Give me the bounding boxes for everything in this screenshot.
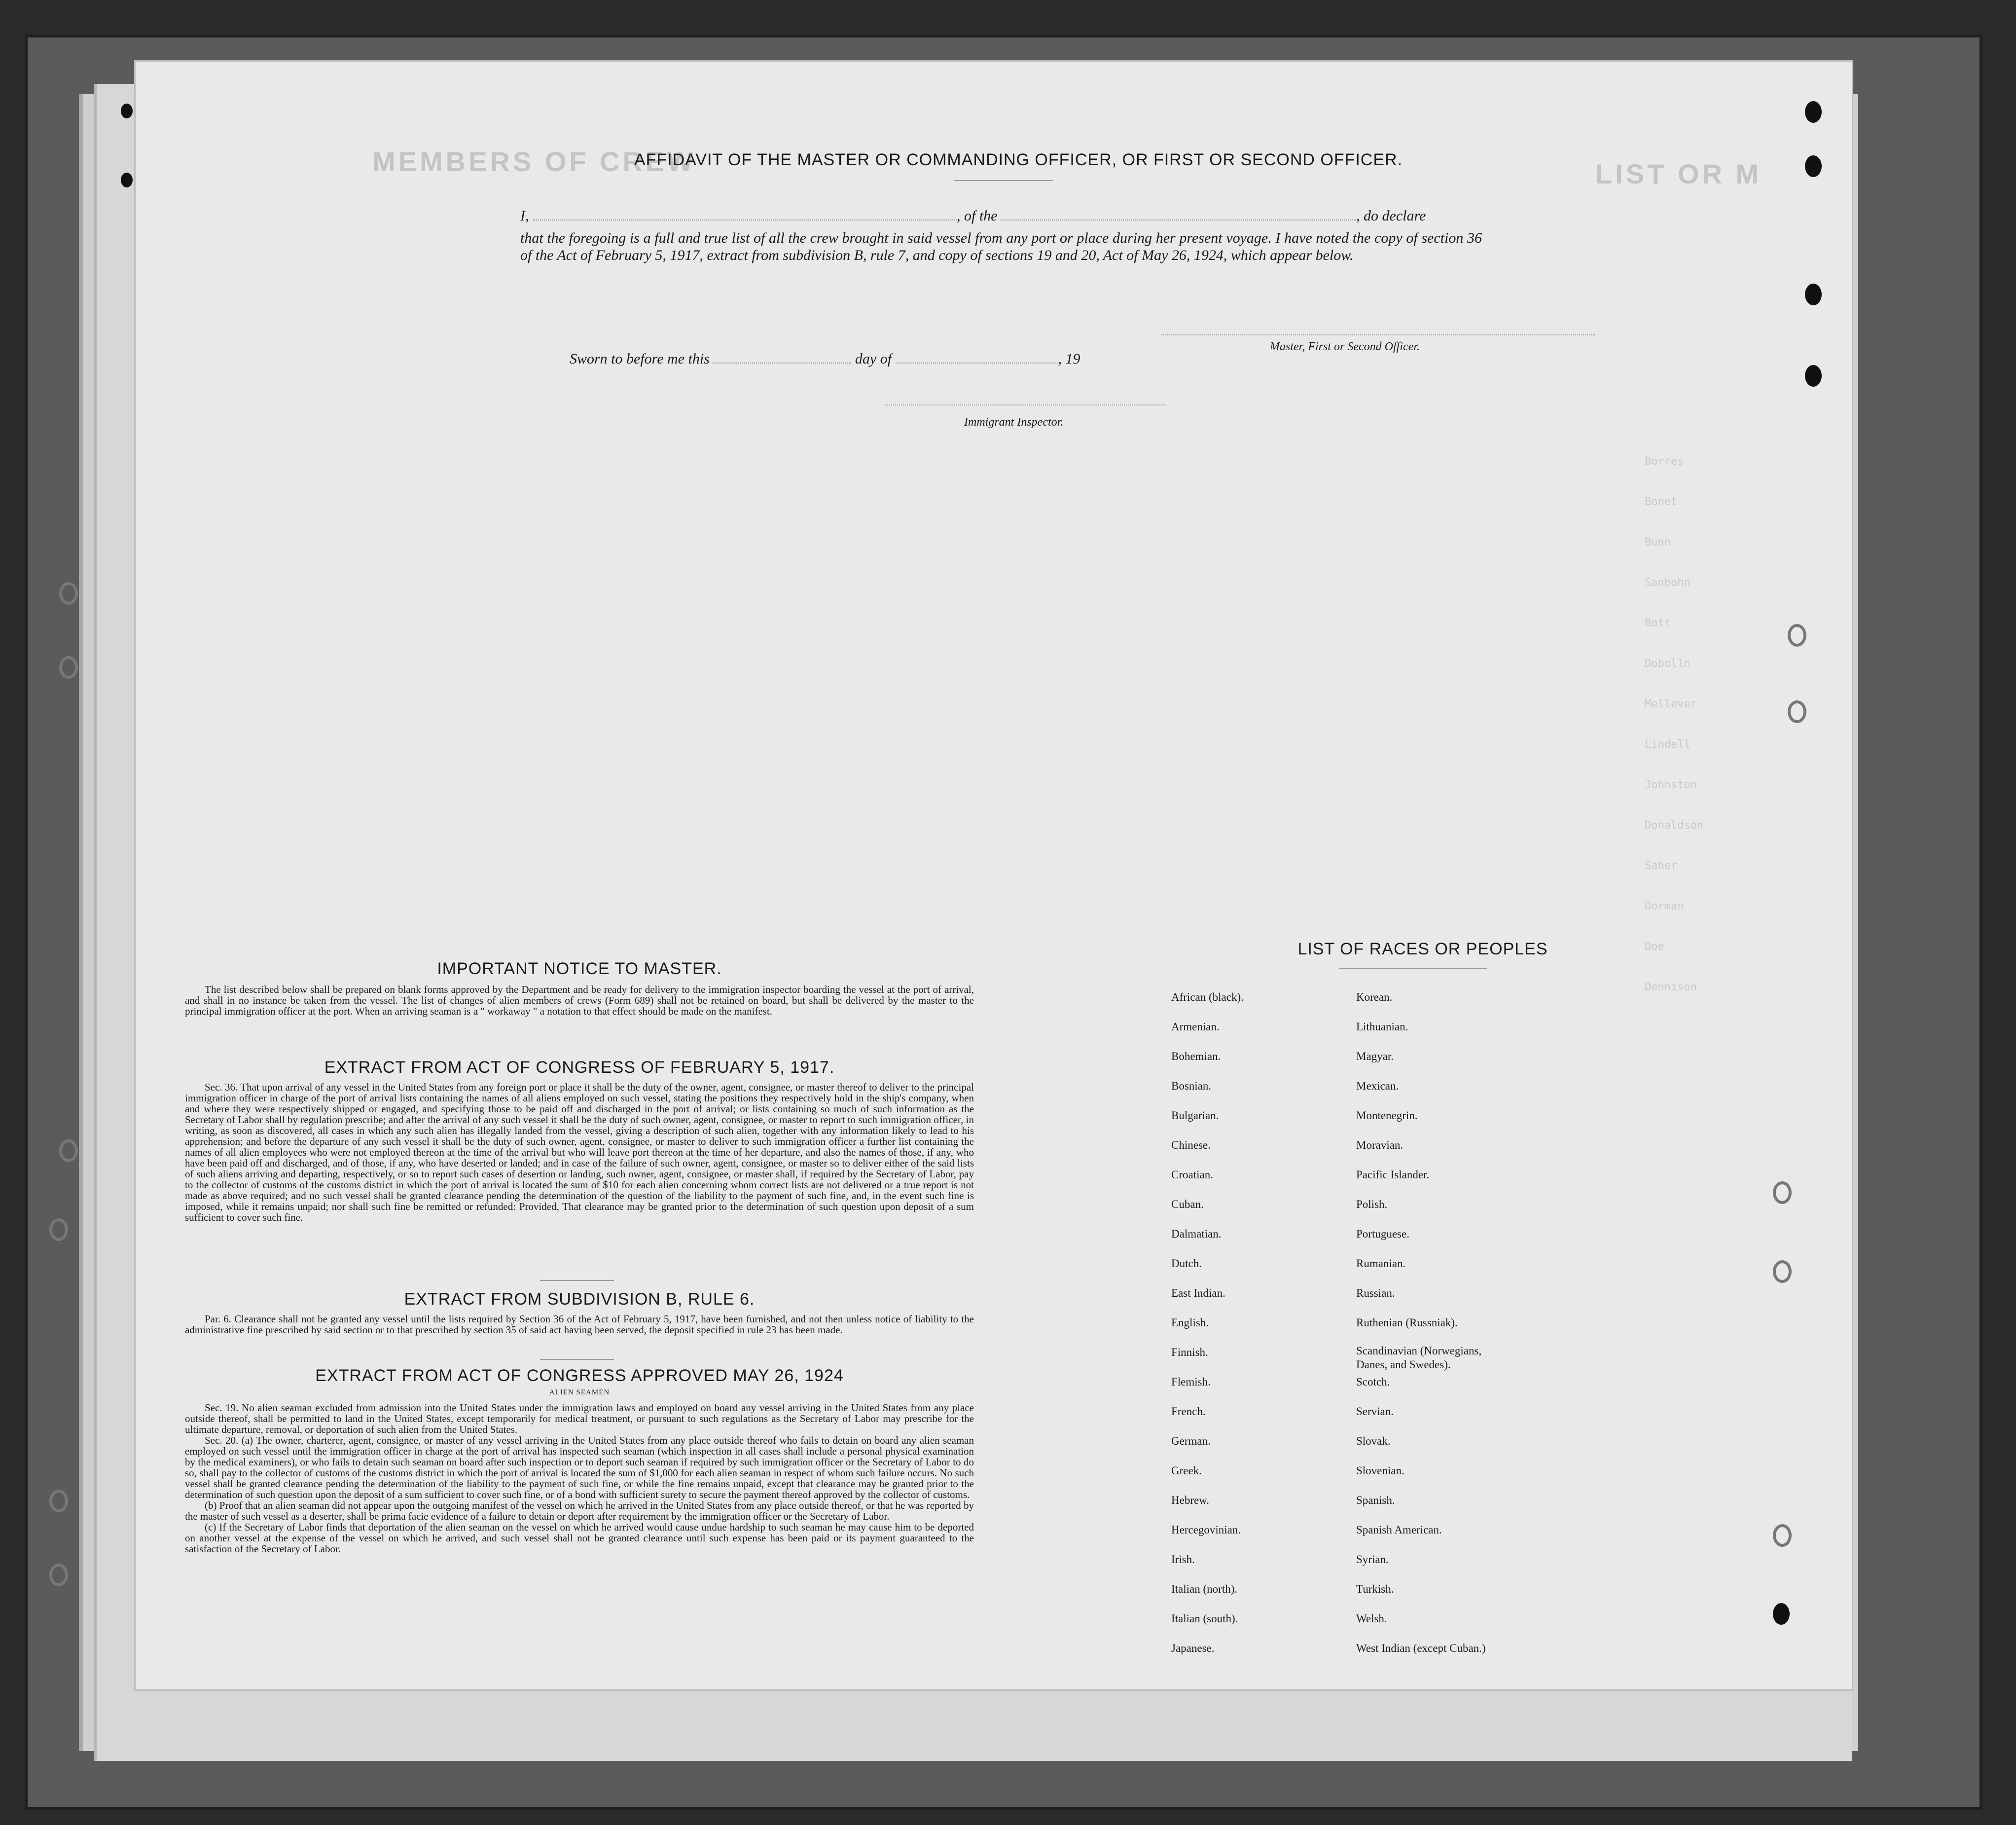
affidavit-declaration-line (520, 208, 1635, 224)
binder-hole-icon (1788, 624, 1806, 647)
race-item: Italian (north). (1171, 1583, 1238, 1595)
race-item: Cuban. (1171, 1198, 1204, 1210)
binder-hole-icon (49, 1218, 68, 1241)
race-item: Montenegrin. (1356, 1109, 1418, 1122)
race-item: Slovenian. (1356, 1464, 1404, 1477)
race-item: Welsh. (1356, 1612, 1387, 1625)
race-item: Hebrew. (1171, 1494, 1210, 1506)
race-item: Bosnian. (1171, 1080, 1212, 1092)
divider (1339, 968, 1487, 969)
race-item: Russian. (1356, 1287, 1395, 1299)
master-name-field (533, 219, 957, 220)
subdivision-b-body: Par. 6. Clearance shall not be granted any vessel until the lists required by Section 36 of the Act of February 5, 1917, have been furnished, and not then unless notice of liability to the administrative fine prescribed by said section or to that prescribed by section 35 of said act having been served, the deposit specified in rule 23 has been made. (185, 1313, 974, 1336)
race-item: Moravian. (1356, 1139, 1404, 1151)
section-20c: (c) If the Secretary of Labor finds that deportation of the alien seaman on the vessel on which he arrived would cause undue hardship to such seaman he may cause him to be deported on another vessel at the expense of the vessel on which he arrived, and such vessel shall not be granted clearance until such expense has been paid or its payment guaranteed to the satisfaction of the Secretary of Labor. (185, 1521, 974, 1555)
divider (954, 180, 1053, 181)
race-item: English. (1171, 1316, 1209, 1329)
binder-hole-icon (1773, 1181, 1792, 1204)
extract-1917-body: Sec. 36. That upon arrival of any vessel in the United States from any foreign port or place it shall be the duty of the owner, agent, consignee, or master thereof to deliver to the principal immigration officer in charge of the port of arrival lists containing the names of all aliens employed on such vessel, stating the positions they respectively hold in the ship's company, when and where they were respectively shipped or engaged, and specifying those to be paid off and discharged in the port of arrival; or lists containing so much of such information as the Secretary of Labor shall by regulation prescribe; and after the arrival of any such vessel it shall be the duty of such owner, agent, consignee, or master to report to such immigration officer, in writing, as soon as discovered, all cases in which any such alien has illegally landed from the vessel, giving a description of such alien, together with any information likely to lead to his apprehension; and before the departure of any such vessel it shall be the duty of such owner, agent, consignee, or master to deliver to such immigration officer a further list containing the names of all alien employees who were not employed thereon at the time of the arrival but who will leave port thereon at the time of her departure, and also the names of those, if any, who have been paid off and discharged, and of those, if any, who have deserted or landed; and in case of the failure of such owner, agent, consignee, or master so to deliver either of the said lists of such aliens arriving and departing, respectively, or so to report such cases of desertion or landing, such owner, agent, consignee, or master shall, if required by the Secretary of Labor, pay to the collector of customs of the customs district in which the port of arrival is located the sum of $10 for each alien concerning whom correct lists are not delivered or a true report is not made as above required; and no such vessel shall be granted clearance pending the determination of the question of the liability to the payment of such fine, and, in the event such fine is imposed, while it remains unpaid; nor shall such fine be remitted or refunded: Provided, That clearance may be granted prior to the determination of such question upon deposit of a sum sufficient to cover such fine. (185, 1081, 974, 1223)
document-page (136, 62, 1852, 1689)
race-item: Finnish. (1171, 1346, 1208, 1358)
race-item: Spanish. (1356, 1494, 1395, 1506)
race-item: French. (1171, 1405, 1206, 1418)
binder-hole-icon (49, 1564, 68, 1586)
race-item: Servian. (1356, 1405, 1394, 1418)
inspector-signature-line (885, 404, 1166, 405)
race-item: Flemish. (1171, 1376, 1211, 1388)
master-signature-line (1161, 334, 1595, 335)
vessel-name-field (1001, 219, 1356, 220)
binder-hole-icon (49, 1490, 68, 1512)
extract-1917-title: EXTRACT FROM ACT OF CONGRESS OF FEBRUARY 5, 1917. (324, 1058, 835, 1077)
punch-hole-icon (1773, 1603, 1790, 1625)
races-title: LIST OF RACES OR PEOPLES (1297, 940, 1548, 958)
affidavit-of-the: , of the (957, 208, 998, 224)
race-item: Italian (south). (1171, 1612, 1238, 1625)
race-item: Scandinavian (Norwegians, Danes, and Swedes). (1356, 1345, 1482, 1371)
divider (540, 1280, 614, 1281)
race-item: Syrian. (1356, 1553, 1389, 1566)
race-item: Mexican. (1356, 1080, 1399, 1092)
race-item: Portuguese. (1356, 1228, 1409, 1240)
race-item: Polish. (1356, 1198, 1388, 1210)
section-20a: Sec. 20. (a) The owner, charterer, agent, consignee, or master of any vessel arriving in the United States from any place outside thereof who fails to detain on board any alien seaman employed on such vessel until the immigration officer in charge at the port of arrival has inspected such seaman (which inspection in all cases shall include a personal physical examination by the medical examiners), or who fails to detain such seaman on board after such inspection or to deport such seaman if required by such immigration officer or the Secretary of Labor to do so, shall pay to the collector of customs of the customs district in which the port of arrival is located the sum of $1,000 for each alien seaman in respect of whom such failure occurs. No such vessel shall be granted clearance pending the determination of the liability to the payment of such fine, or while the fine remains unpaid, except that clearance may be granted prior to the determination of such question upon the deposit of a sum sufficient to cover such fine, or of a bond with sufficient surety to secure the payment thereof approved by the collector of customs. (185, 1434, 974, 1500)
section-20b: (b) Proof that an alien seaman did not appear upon the outgoing manifest of the vessel on which he arrived in the United States from any place outside thereof, or that he was reported by the master of such vessel as a deserter, shall be prima facie evidence of a failure to detain or deport after requirement by the immigration officer or the Secretary of Labor. (185, 1499, 974, 1522)
subdivision-b-title: EXTRACT FROM SUBDIVISION B, RULE 6. (404, 1290, 755, 1309)
binder-hole-icon (1788, 700, 1806, 723)
binder-hole-icon (59, 656, 78, 679)
sworn-month-field (896, 363, 1058, 364)
bleed-through-text: LIST OR M (1595, 158, 1762, 189)
affidavit-do-declare: , do declare (1356, 208, 1426, 224)
race-item: German. (1171, 1435, 1211, 1447)
race-item: Croatian. (1171, 1168, 1213, 1181)
race-item: Ruthenian (Russniak). (1356, 1316, 1458, 1329)
affidavit-body: that the foregoing is a full and true list of all the crew brought in said vessel from any port or place during her present voyage. I have noted the copy of section 36 of the Act of February 5, 1917, extract from subdivision B, rule 7, and copy of sections 19 and 20, Act of May 26, 1924, which appear below. (520, 230, 1482, 263)
punch-hole-icon (121, 104, 133, 118)
race-item: Korean. (1356, 991, 1393, 1003)
section-19: Sec. 19. No alien seaman excluded from admission into the United States under the immigration laws and employed on board any vessel arriving in the United States from any place outside thereof, shall be permitted to land in the United States, except temporarily for medical treatment, or pursuant to such regulations as the Secretary of Labor may prescribe for the ultimate departure, removal, or deportation of such alien from the United States. (185, 1402, 974, 1435)
extract-1924-subtitle: ALIEN SEAMEN (549, 1388, 610, 1396)
race-item: East Indian. (1171, 1287, 1225, 1299)
sworn-year: , 19 (1058, 351, 1080, 367)
inspector-signature-label: Immigrant Inspector. (964, 416, 1064, 429)
race-item: Bulgarian. (1171, 1109, 1219, 1122)
affidavit-i: I, (520, 208, 529, 224)
race-item: Lithuanian. (1356, 1021, 1408, 1033)
race-item: Pacific Islander. (1356, 1168, 1430, 1181)
race-item: Bohemian. (1171, 1050, 1221, 1062)
notice-body: The list described below shall be prepared on blank forms approved by the Department and be ready for delivery to the immigration inspector boarding the vessel at the port of arrival, and shall in no instance be taken from the vessel. The list of changes of alien members of crews (Form 689) shall not be retained on board, but shall be delivered by the master to the principal immigration officer at the port. When an arriving seaman is a " workaway " a notation to that effect should be made on the manifest. (185, 984, 974, 1017)
binder-hole-icon (1773, 1260, 1792, 1283)
race-item: Slovak. (1356, 1435, 1391, 1447)
sworn-prefix: Sworn to before me this (570, 351, 710, 367)
binder-hole-icon (59, 1139, 78, 1162)
affidavit-title: AFFIDAVIT OF THE MASTER OR COMMANDING OFFICER, OR FIRST OR SECOND OFFICER. (634, 150, 1403, 169)
punch-hole-icon (1805, 284, 1822, 305)
divider (540, 1359, 614, 1360)
race-item: Turkish. (1356, 1583, 1394, 1595)
punch-hole-icon (121, 173, 133, 187)
race-item: Dalmatian. (1171, 1228, 1222, 1240)
punch-hole-icon (1805, 365, 1822, 387)
master-signature-label: Master, First or Second Officer. (1270, 340, 1420, 353)
race-item: Armenian. (1171, 1021, 1220, 1033)
race-item: Scotch. (1356, 1376, 1390, 1388)
bleed-through-column: Borres Bonet Bunn Sanbohn Bott Dobolln Mellever Lindell Johnston Donaldson Saher Dorman Doe Dennison (1645, 455, 1704, 993)
race-item: Magyar. (1356, 1050, 1394, 1062)
binder-hole-icon (59, 582, 78, 605)
race-item: African (black). (1171, 991, 1244, 1003)
race-item: Chinese. (1171, 1139, 1211, 1151)
race-item: Hercegovinian. (1171, 1524, 1241, 1536)
sworn-line (570, 351, 1211, 367)
race-item: Greek. (1171, 1464, 1202, 1477)
sworn-day-field (713, 363, 851, 364)
extract-1924-sections (185, 1402, 974, 1554)
race-item: Irish. (1171, 1553, 1195, 1566)
race-item: Rumanian. (1356, 1257, 1406, 1270)
punch-hole-icon (1805, 101, 1822, 123)
binder-hole-icon (1773, 1524, 1792, 1547)
sworn-day-of: day of (855, 351, 892, 367)
race-item: West Indian (except Cuban.) (1356, 1642, 1486, 1654)
extract-1924-title: EXTRACT FROM ACT OF CONGRESS APPROVED MAY 26, 1924 (315, 1366, 844, 1385)
race-item: Dutch. (1171, 1257, 1202, 1270)
punch-hole-icon (1805, 155, 1822, 177)
race-item: Japanese. (1171, 1642, 1215, 1654)
bleed-through-text: MEMBERS OF CREW (372, 146, 696, 177)
race-item: Spanish American. (1356, 1524, 1442, 1536)
notice-title: IMPORTANT NOTICE TO MASTER. (437, 959, 722, 978)
